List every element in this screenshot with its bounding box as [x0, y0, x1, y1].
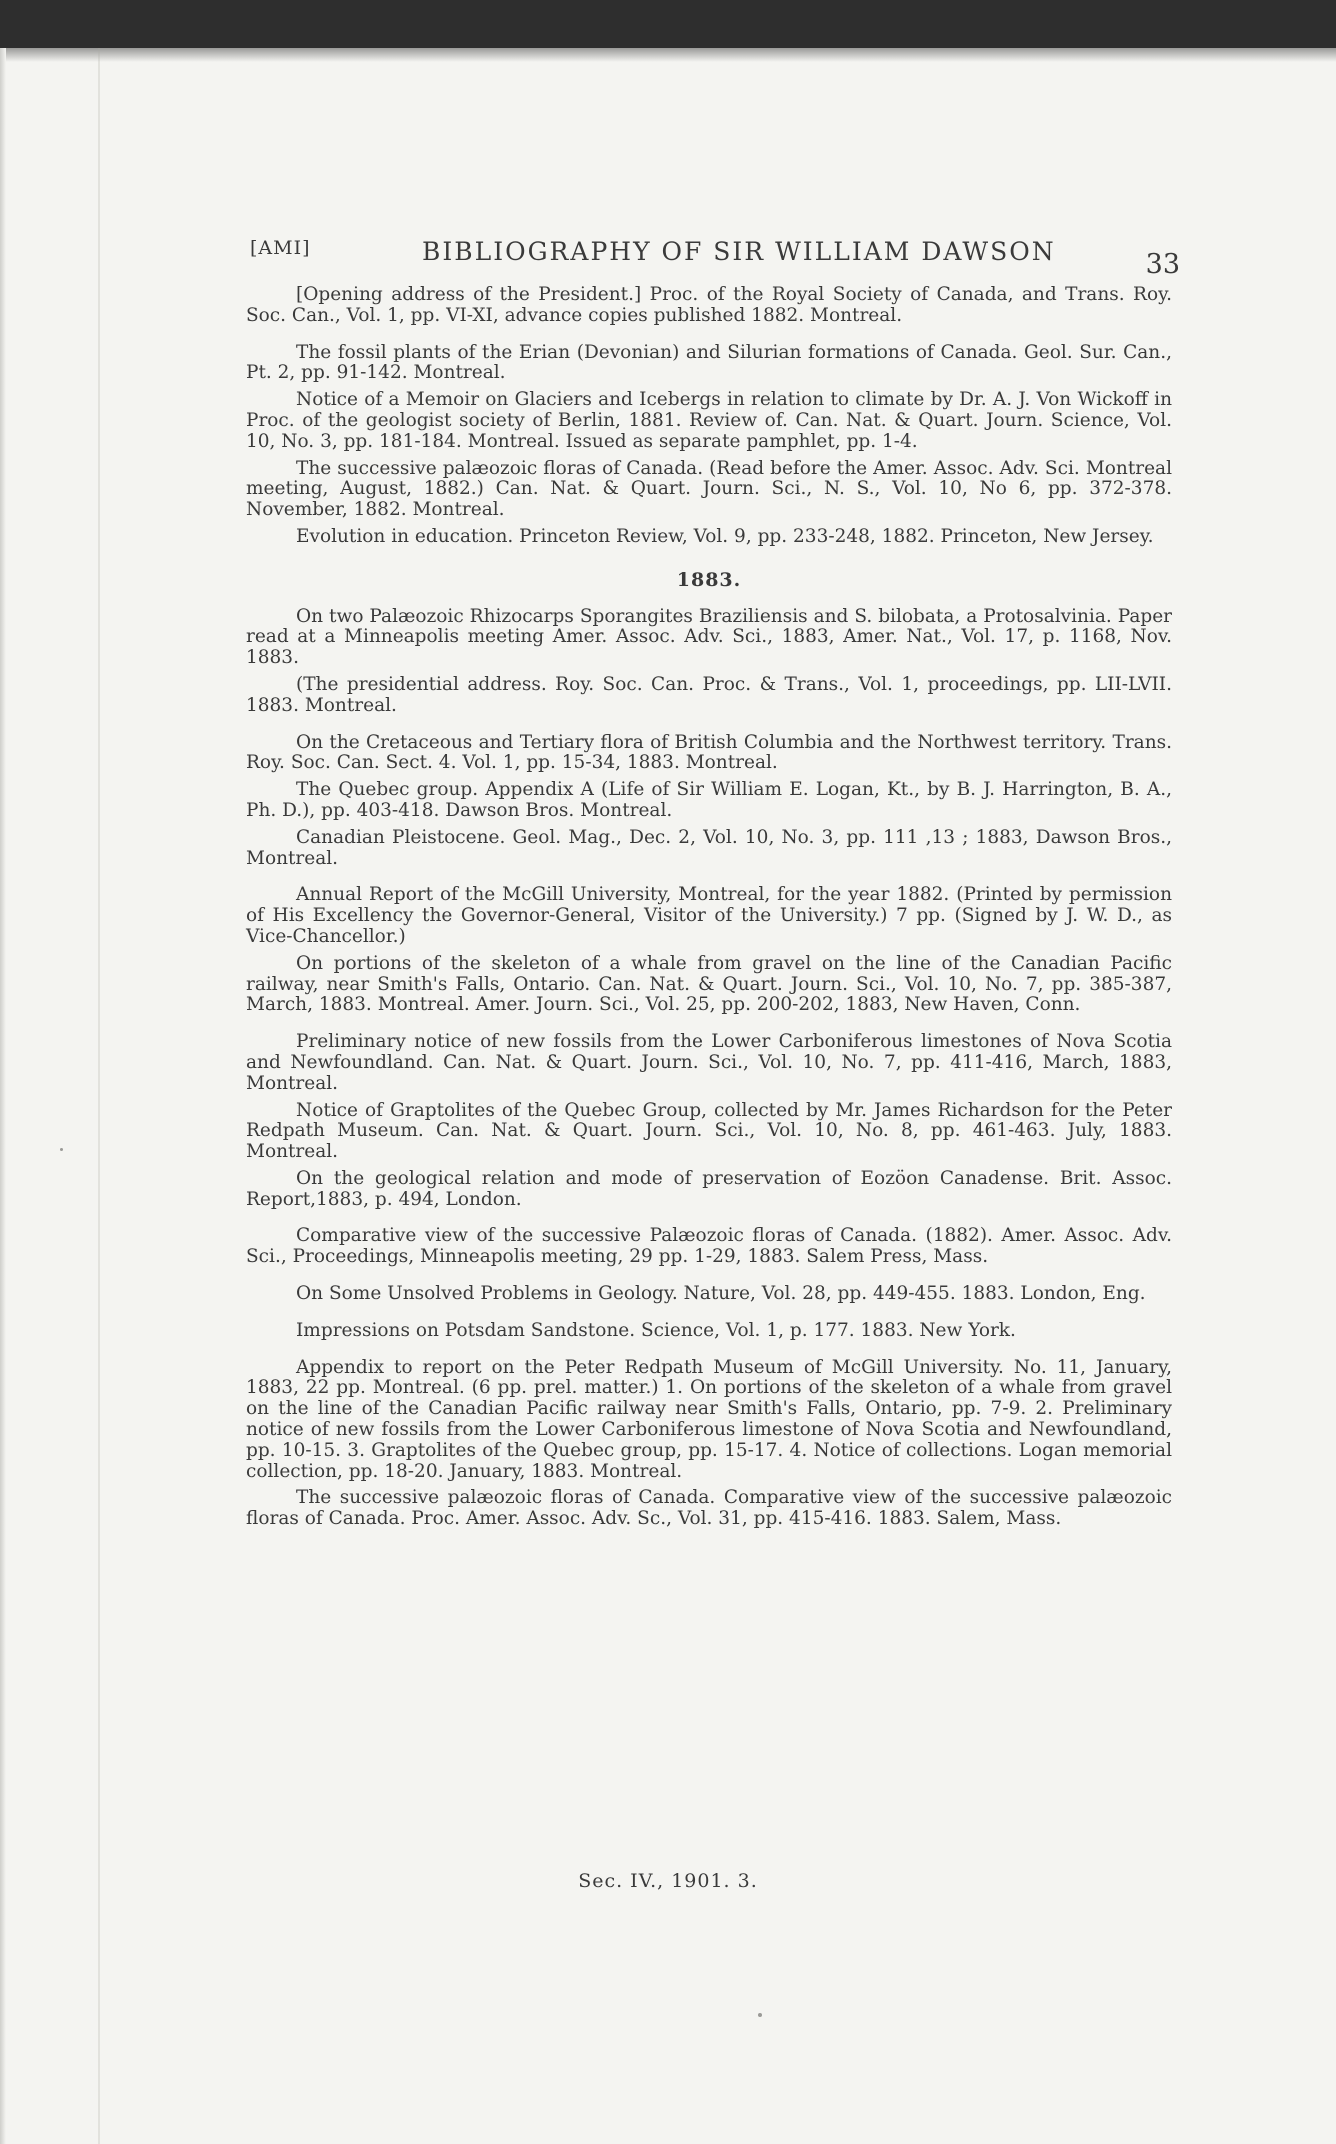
page-fold-line: [98, 48, 100, 2144]
bibliography-entry: (The presidential address. Roy. Soc. Can. Proc. & Trans., Vol. 1, proceedings, pp. LII-LVII. 1883. Montreal.: [246, 673, 1172, 716]
bibliography-entry: On Some Unsolved Problems in Geology. Nature, Vol. 28, pp. 449-455. 1883. London, Eng.: [296, 1283, 1146, 1305]
bibliography-entry: Preliminary notice of new fossils from the Lower Carboniferous limestones of Nova Scotia and Newfoundland. Can. Nat. & Quart. Journ. Sci., Vol. 10, No. 7, pp. 411-416, March, 1883, Montreal.: [246, 1031, 1172, 1094]
running-head: [250, 233, 1180, 280]
bibliography-entry: [Opening address of the President.] Proc. of the Royal Society of Canada, and Trans. Roy. Soc. Can., Vol. 1, pp. VI-XI, advance copies published 1882. Montreal.: [246, 284, 1172, 326]
bibliography-entry: The fossil plants of the Erian (Devonian) and Silurian formations of Canada. Geol. Sur. Can., Pt. 2, pp. 91-142. Montreal.: [246, 341, 1172, 384]
bibliography-entry: Impressions on Potsdam Sandstone. Science, Vol. 1, p. 177. 1883. New York.: [296, 1319, 1016, 1341]
bibliography-entry: Annual Report of the McGill University, Montreal, for the year 1882. (Printed by permission of His Excellency the Governor-General, Visitor of the University.) 7 pp. (Signed by J. W. D., as Vice-Chancellor.): [246, 884, 1172, 947]
scan-left-edge: [0, 48, 6, 2144]
bibliography-entry: Comparative view of the successive Palæozoic floras of Canada. (1882). Amer. Assoc. Adv. Sci., Proceedings, Minneapolis meeting, 29 pp. 1-29, 1883. Salem Press, Mass.: [246, 1225, 1172, 1268]
scan-top-band: [0, 0, 1336, 48]
bibliography-entry: Notice of Graptolites of the Quebec Group, collected by Mr. James Richardson for the Peter Redpath Museum. Can. Nat. & Quart. Journ. Sci., Vol. 10, No. 8, pp. 461-463. July, 1883. Montreal.: [246, 1099, 1172, 1163]
page-number: 33: [1145, 249, 1180, 280]
bibliography-body: [246, 285, 1172, 1536]
running-head-section: [AMI]: [250, 237, 311, 259]
scan-top-shadow: [0, 48, 1336, 62]
bibliography-entry: On the geological relation and mode of preservation of Eozöon Canadense. Brit. Assoc. Report,1883, p. 494, London.: [246, 1167, 1172, 1210]
year-heading: 1883.: [676, 568, 742, 591]
scan-speck: [758, 2013, 762, 2017]
bibliography-entry: On two Palæozoic Rhizocarps Sporangites Braziliensis and S. bilobata, a Protosalvinia. Paper read at a Minneapolis meeting Amer. Assoc. Adv. Sci., 1883, Amer. Nat., Vol. 17, p. 1168, Nov. 1883.: [246, 605, 1172, 669]
bibliography-entry: Appendix to report on the Peter Redpath Museum of McGill University. No. 11, January, 1883, 22 pp. Montreal. (6 pp. prel. matter.) 1. On portions of the skeleton of a whale from gravel on the line of the Canadian Pacific railway near Smith's Falls, Ontario, pp. 7-9. 2. Preliminary notice of new fossils from the Lower Carboniferous limestone of Nova Scotia and Newfoundland, pp. 10-15. 3. Graptolites of the Quebec group, pp. 15-17. 4. Notice of collections. Logan memorial collection, pp. 18-20. January, 1883. Montreal.: [246, 1356, 1172, 1482]
bibliography-entry: Notice of a Memoir on Glaciers and Icebergs in relation to climate by Dr. A. J. Von Wickoff in Proc. of the geologist society of Berlin, 1881. Review of. Can. Nat. & Quart. Journ. Science, Vol. 10, No. 3, pp. 181-184. Montreal. Issued as separate pamphlet, pp. 1-4.: [246, 389, 1172, 452]
bibliography-entry: On portions of the skeleton of a whale from gravel on the line of the Canadian Pacific railway, near Smith's Falls, Ontario. Can. Nat. & Quart. Journ. Sci., Vol. 10, No. 7, pp. 385-387, March, 1883. Montreal. Amer. Journ. Sci., Vol. 25, pp. 200-202, 1883, New Haven, Conn.: [246, 952, 1172, 1016]
bibliography-entry: The successive palæozoic floras of Canada. (Read before the Amer. Assoc. Adv. Sci. Montreal meeting, August, 1882.) Can. Nat. & Quart. Journ. Sci., N. S., Vol. 10, No 6, pp. 372-378. November, 1882. Montreal.: [246, 457, 1172, 521]
bibliography-entry: The Quebec group. Appendix A (Life of Sir William E. Logan, Kt., by B. J. Harrington, B. A., Ph. D.), pp. 403-418. Dawson Bros. Montreal.: [246, 779, 1172, 821]
bibliography-entry: On the Cretaceous and Tertiary flora of British Columbia and the Northwest territory. Trans. Roy. Soc. Can. Sect. 4. Vol. 1, pp. 15-34, 1883. Montreal.: [246, 731, 1172, 774]
bibliography-entry: Evolution in education. Princeton Review, Vol. 9, pp. 233-248, 1882. Princeton, New Jersey.: [296, 525, 1154, 547]
bibliography-entry: Canadian Pleistocene. Geol. Mag., Dec. 2, Vol. 10, No. 3, pp. 111 ,13 ; 1883, Dawson Bros., Montreal.: [246, 826, 1172, 869]
scan-speck: [60, 1148, 63, 1151]
signature-footer: Sec. IV., 1901. 3.: [578, 1870, 758, 1892]
running-head-title: BIBLIOGRAPHY OF SIR WILLIAM DAWSON: [422, 237, 1056, 266]
bibliography-entry: The successive palæozoic floras of Canada. Comparative view of the successive palæozoic floras of Canada. Proc. Amer. Assoc. Adv. Sc., Vol. 31, pp. 415-416. 1883. Salem, Mass.: [246, 1487, 1172, 1530]
